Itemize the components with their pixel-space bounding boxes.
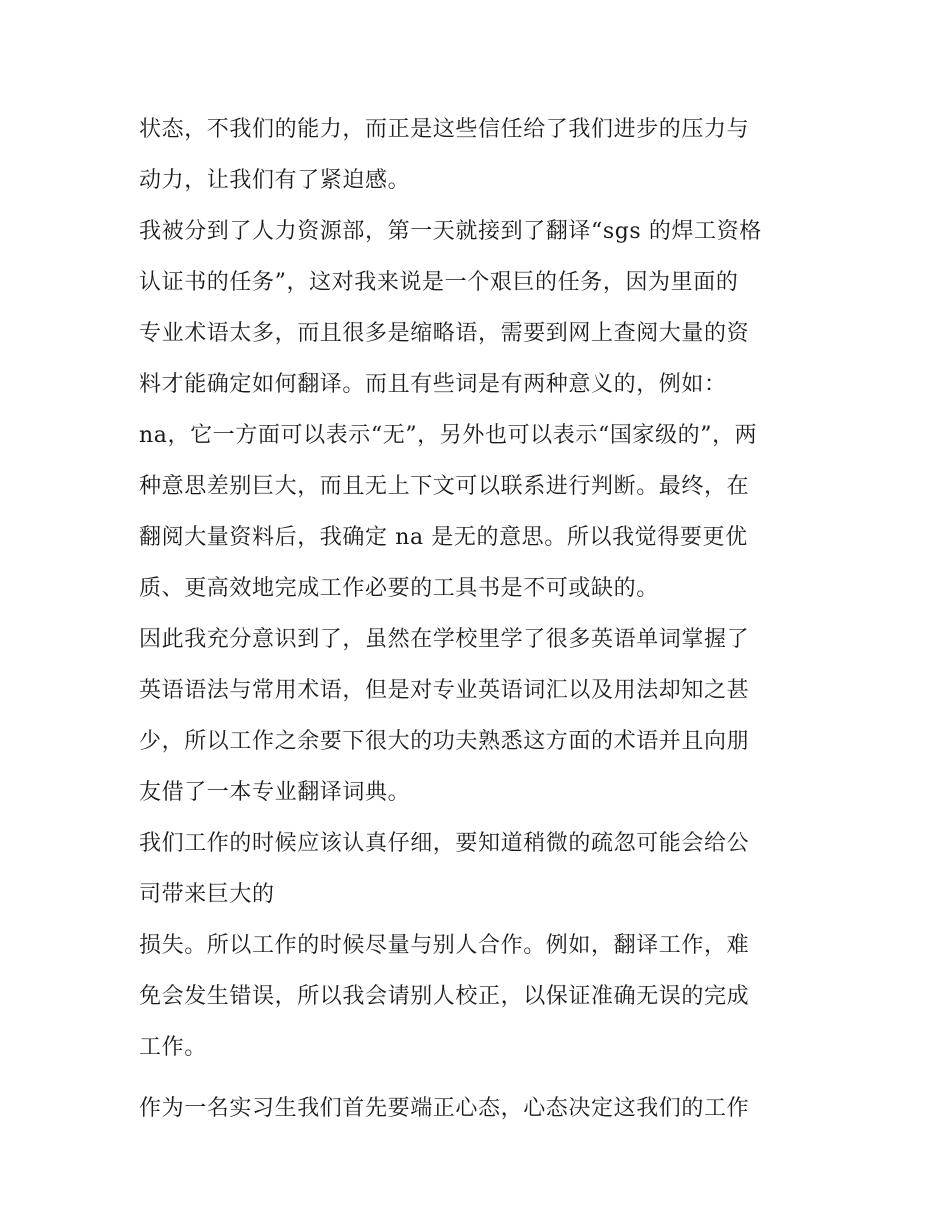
text-line: 英语语法与常用术语，但是对专业英语词汇以及用法却知之甚 — [139, 678, 750, 703]
text-line: 料才能确定如何翻译。而且有些词是有两种意义的，例如： — [139, 372, 727, 397]
text-line: 少，所以工作之余要下很大的功夫熟悉这方面的术语并且向朋 — [139, 729, 750, 754]
text-line: 作为一名实习生我们首先要端正心态，心态决定这我们的工作 — [139, 1096, 750, 1121]
text-line: 我们工作的时候应该认真仔细，要知道稍微的疏忽可能会给公 — [139, 831, 750, 856]
text-line: 认证书的任务”，这对我来说是一个艰巨的任务，因为里面的 — [139, 270, 739, 295]
text-line: 状态，不我们的能力，而正是这些信任给了我们进步的压力与 — [139, 117, 750, 142]
text-line: 损失。所以工作的时候尽量与别人合作。例如，翻译工作，难 — [139, 933, 750, 958]
document-body — [139, 104, 819, 1134]
paragraph-gap — [139, 1073, 819, 1083]
text-line: 免会发生错误，所以我会请别人校正，以保证准确无误的完成 — [139, 984, 750, 1009]
text-line: 动力，让我们有了紧迫感。 — [139, 168, 411, 193]
text-line: 翻阅大量资料后，我确定 na 是无的意思。所以我觉得要更优 — [139, 525, 748, 550]
text-line: 友借了一本专业翻译词典。 — [139, 780, 411, 805]
text-line: 司带来巨大的 — [139, 882, 275, 907]
text-line: na，它一方面可以表示“无”，另外也可以表示“国家级的”，两 — [139, 423, 758, 448]
text-line: 工作。 — [139, 1035, 207, 1060]
text-line: 种意思差别巨大，而且无上下文可以联系进行判断。最终，在 — [139, 474, 750, 499]
text-line: 质、更高效地完成工作必要的工具书是不可或缺的。 — [139, 576, 659, 601]
text-line: 专业术语太多，而且很多是缩略语，需要到网上查阅大量的资 — [139, 321, 750, 346]
text-line: 因此我充分意识到了，虽然在学校里学了很多英语单词掌握了 — [139, 627, 750, 652]
text-line: 我被分到了人力资源部，第一天就接到了翻译“sgs 的焊工资格 — [139, 219, 762, 244]
